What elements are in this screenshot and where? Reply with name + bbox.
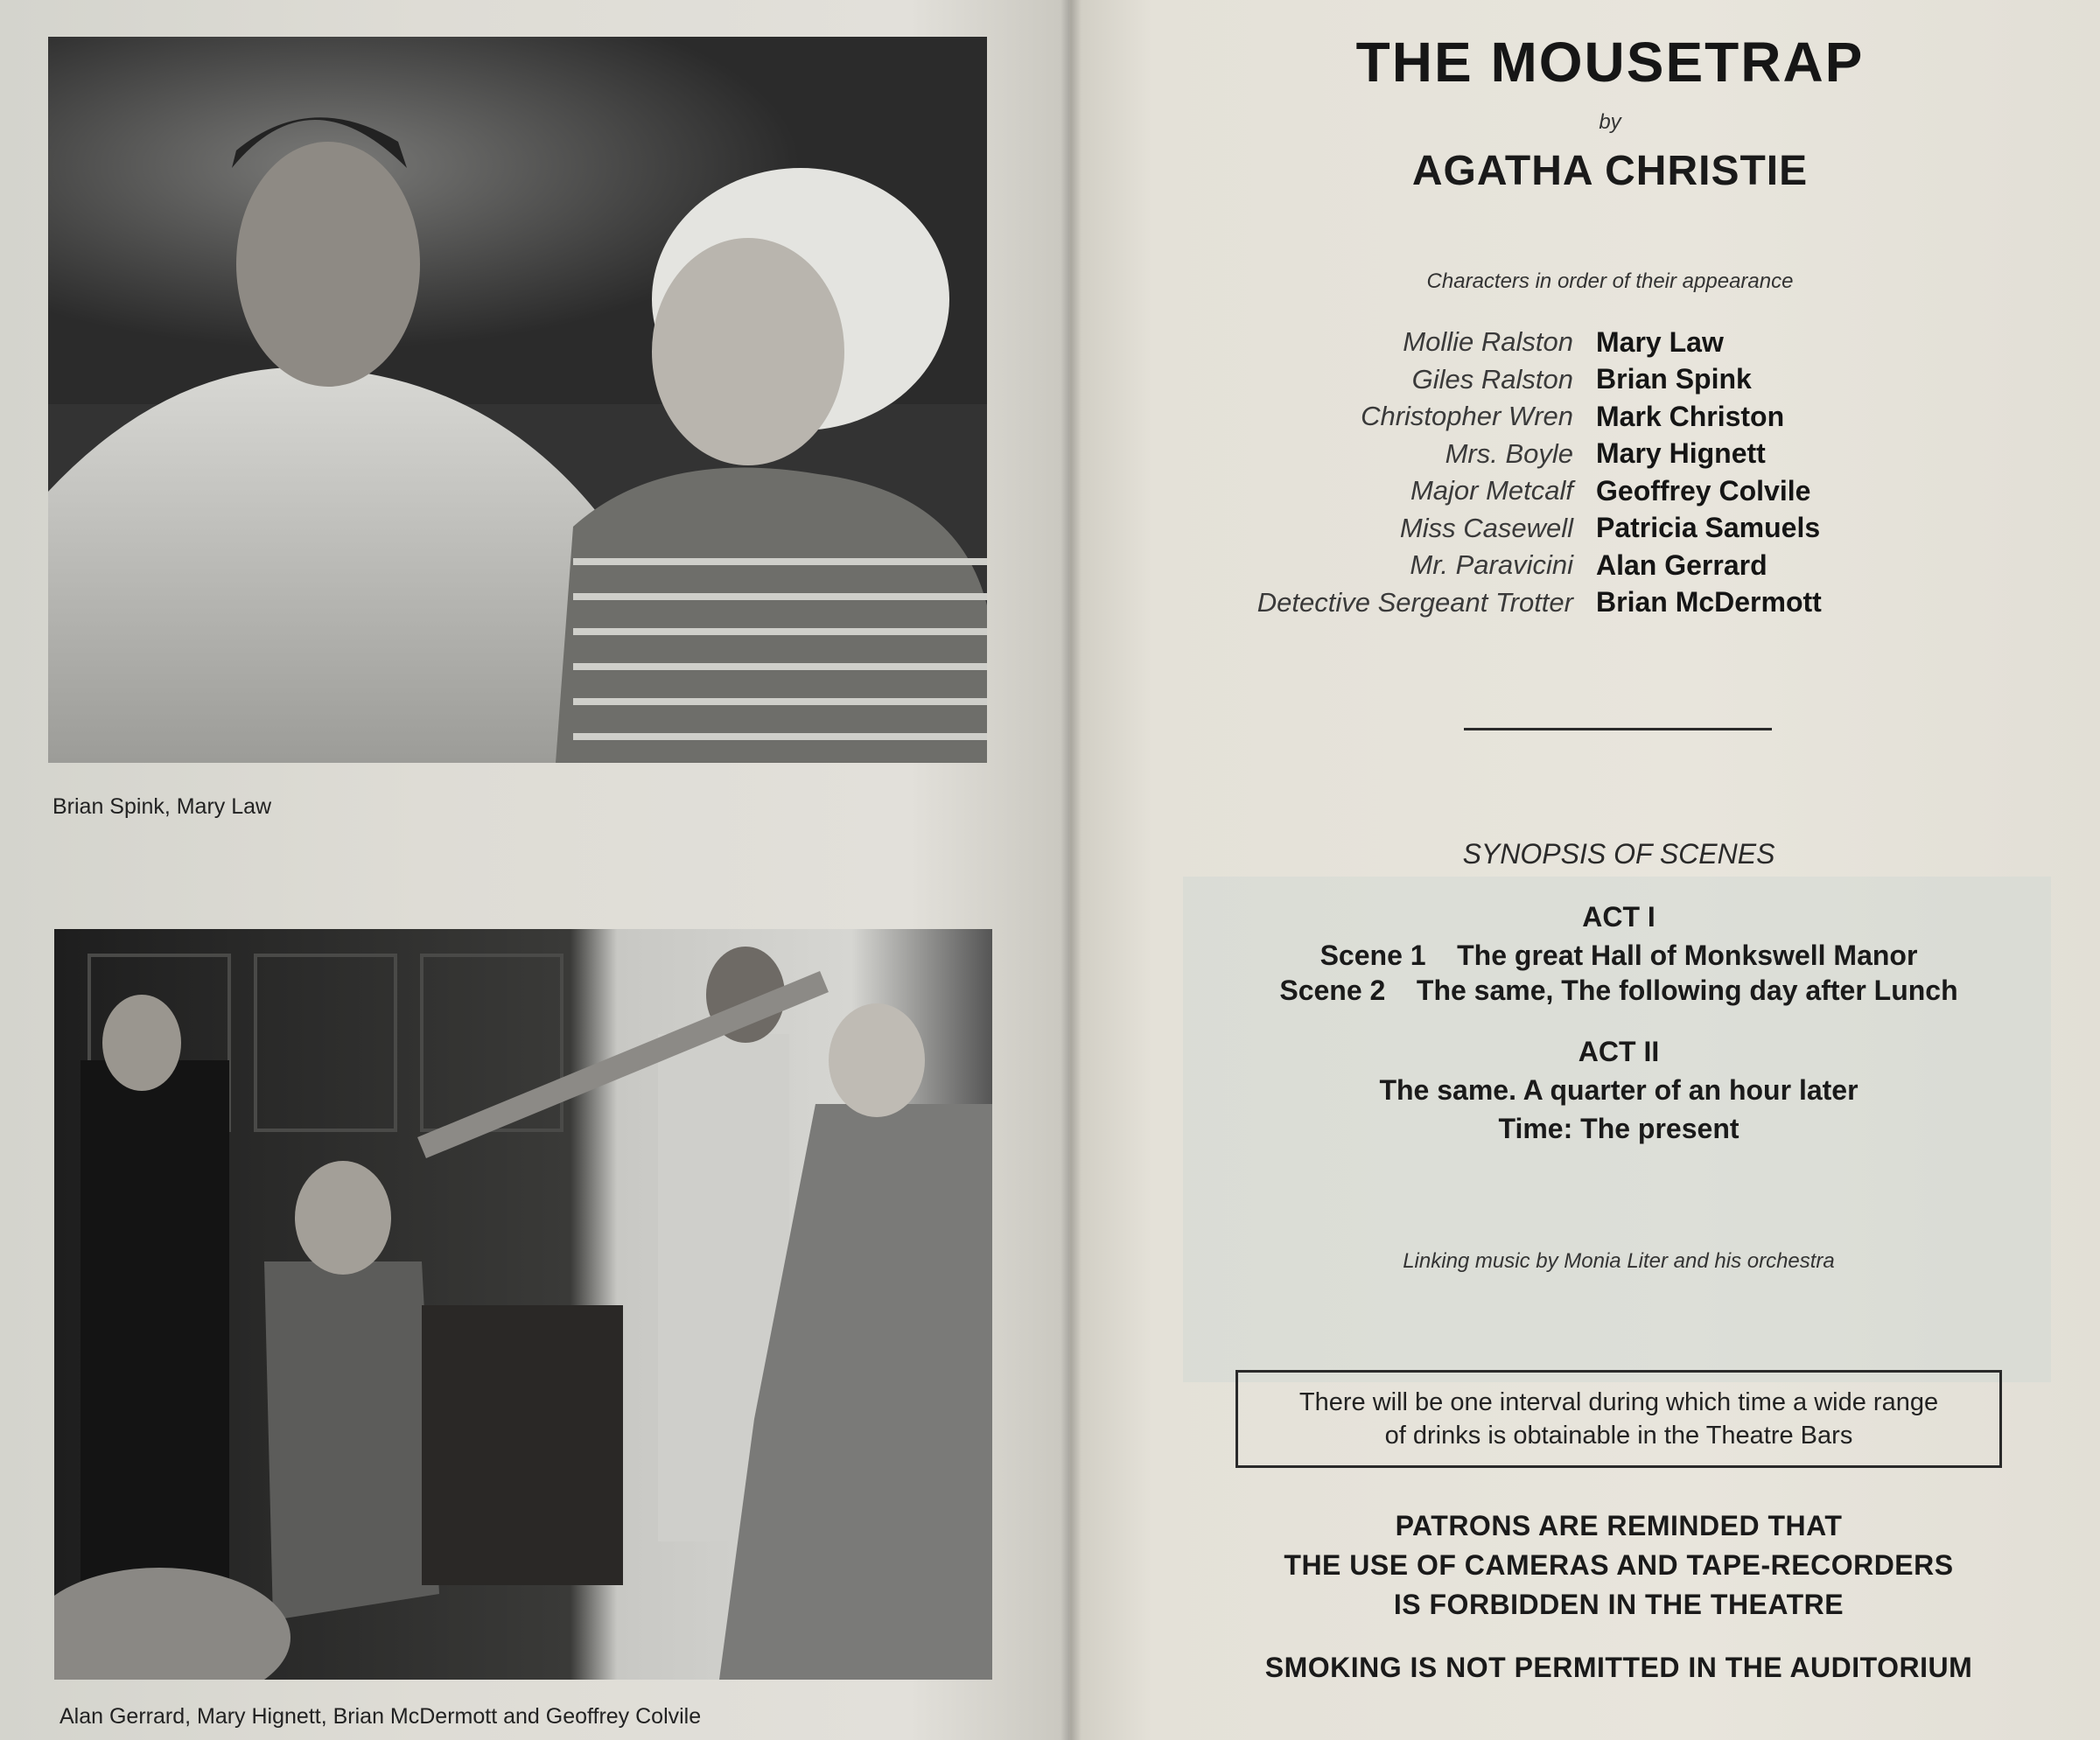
by-line: by (1599, 110, 1621, 134)
photo-cast-group-scene (54, 929, 992, 1680)
notice-line-3: IS FORBIDDEN IN THE THEATRE (1393, 1589, 1844, 1620)
act-1-heading: ACT I (1582, 901, 1656, 933)
cast-row (1190, 361, 1960, 399)
music-credit: Linking music by Monia Liter and his orchestra (1403, 1249, 1835, 1273)
cast-row (1190, 398, 1960, 436)
book-gutter (1060, 0, 1082, 1740)
cast-actor: Mary Hignett (1596, 437, 1766, 470)
cast-role: Giles Ralston (1411, 363, 1573, 395)
time-line: Time: The present (1498, 1113, 1740, 1144)
cast-row (1190, 436, 1960, 473)
cast-role: Detective Sergeant Trotter (1256, 586, 1573, 618)
cast-actor: Mark Christon (1596, 400, 1785, 432)
act-2-description: The same. A quarter of an hour later (1379, 1074, 1858, 1106)
scene-2-line: Scene 2 The same, The following day after Lunch (1279, 975, 1958, 1006)
cast-role: Mr. Paravicini (1410, 549, 1573, 581)
author-name: AGATHA CHRISTIE (1411, 148, 1809, 194)
play-title: THE MOUSETRAP (1355, 31, 1865, 94)
photo1-caption: Brian Spink, Mary Law (52, 794, 272, 819)
photo-brian-spink-mary-law (48, 37, 987, 763)
act-2-heading: ACT II (1578, 1036, 1660, 1067)
synopsis-heading: SYNOPSIS OF SCENES (1462, 838, 1775, 870)
interval-line-1: There will be one interval during which time a wide range (1298, 1388, 1939, 1416)
cast-actor: Mary Law (1596, 325, 1724, 358)
cast-actor: Geoffrey Colvile (1596, 474, 1811, 507)
divider-rule (1464, 728, 1772, 730)
interval-line-2: of drinks is obtainable in the Theatre Bars (1384, 1422, 1853, 1450)
cast-role: Christopher Wren (1361, 401, 1573, 432)
cast-heading: Characters in order of their appearance (1426, 269, 1794, 293)
smoking-notice: SMOKING IS NOT PERMITTED IN THE AUDITORIUM (1264, 1652, 1973, 1683)
photo2-caption: Alan Gerrard, Mary Hignett, Brian McDermott and Geoffrey Colvile (60, 1704, 702, 1729)
cast-actor: Patricia Samuels (1596, 512, 1821, 544)
cast-actor: Brian Spink (1596, 363, 1752, 395)
camera-notice (1242, 1506, 1995, 1625)
cast-row (1190, 510, 1960, 548)
cast-row (1190, 547, 1960, 584)
cast-row (1190, 472, 1960, 510)
cast-actor: Alan Gerrard (1596, 549, 1768, 581)
cast-role: Mollie Ralston (1403, 326, 1573, 358)
interval-notice-box (1236, 1370, 2002, 1468)
notice-line-2: THE USE OF CAMERAS AND TAPE-RECORDERS (1284, 1549, 1954, 1581)
notice-line-1: PATRONS ARE REMINDED THAT (1395, 1510, 1843, 1541)
cast-role: Mrs. Boyle (1445, 437, 1573, 469)
cast-role: Major Metcalf (1410, 475, 1573, 507)
cast-row (1190, 584, 1960, 622)
cast-row (1190, 324, 1960, 361)
cast-list (1190, 324, 1960, 621)
cast-role: Miss Casewell (1399, 512, 1573, 543)
scene-1-line: Scene 1 The great Hall of Monkswell Manor (1320, 940, 1918, 971)
cast-actor: Brian McDermott (1596, 586, 1822, 618)
